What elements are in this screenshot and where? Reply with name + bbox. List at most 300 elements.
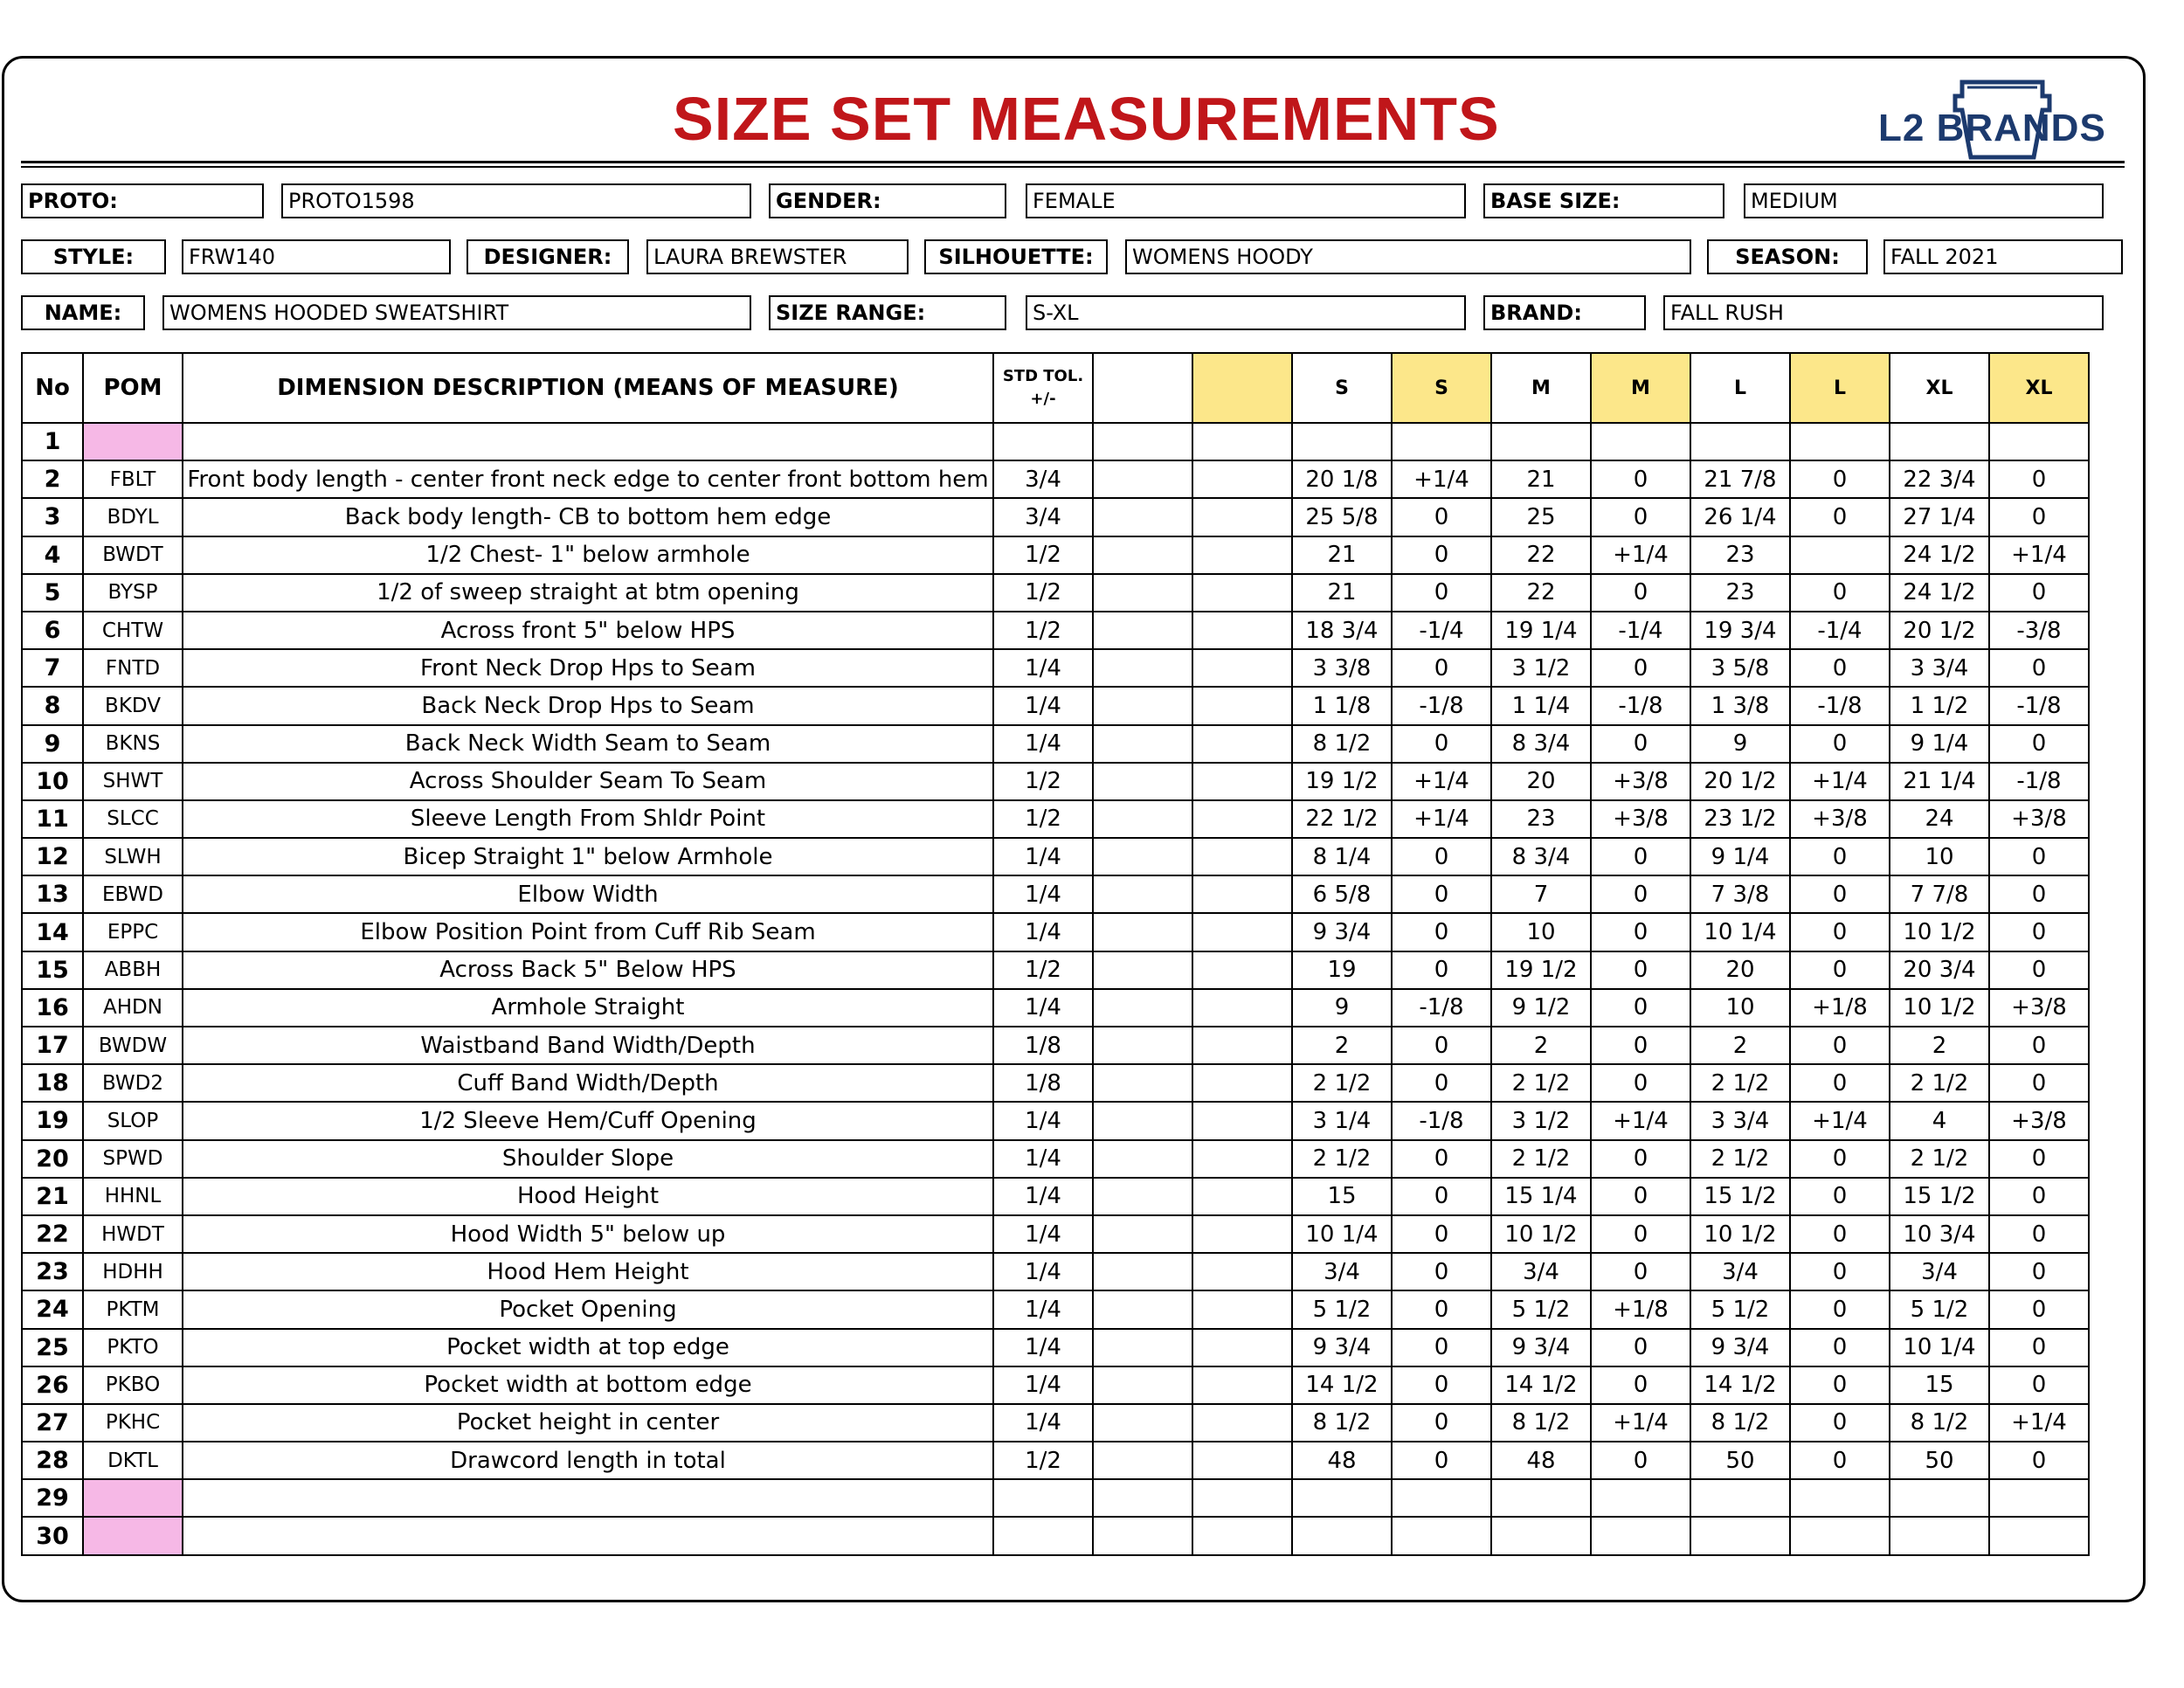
size-s-value[interactable] (1292, 423, 1392, 460)
size-xl-deviation[interactable]: 0 (1989, 951, 2089, 989)
size-l-deviation[interactable]: 0 (1790, 838, 1890, 875)
size-m-value[interactable] (1491, 423, 1591, 460)
size-m-value[interactable]: 48 (1491, 1442, 1591, 1479)
dimension-description[interactable]: Back Neck Width Seam to Seam (183, 725, 993, 763)
blank-cell[interactable] (1093, 838, 1192, 875)
size-m-value[interactable]: 9 1/2 (1491, 989, 1591, 1027)
dimension-description[interactable]: Cuff Band Width/Depth (183, 1064, 993, 1102)
size-m-value[interactable] (1491, 1517, 1591, 1554)
size-l-deviation[interactable]: +3/8 (1790, 800, 1890, 838)
size-s-deviation[interactable]: 0 (1392, 1253, 1491, 1290)
size-m-deviation[interactable]: +1/4 (1591, 1404, 1690, 1442)
base-size-field[interactable]: MEDIUM (1744, 183, 2104, 218)
std-tolerance[interactable]: 1/4 (993, 1140, 1093, 1178)
size-s-value[interactable]: 2 (1292, 1027, 1392, 1064)
size-m-deviation[interactable]: 0 (1591, 1215, 1690, 1253)
std-tolerance[interactable]: 3/4 (993, 460, 1093, 498)
size-m-value[interactable]: 5 1/2 (1491, 1290, 1591, 1328)
size-l-value[interactable]: 26 1/4 (1690, 498, 1790, 536)
blank-cell[interactable] (1192, 574, 1292, 612)
size-s-value[interactable]: 8 1/2 (1292, 725, 1392, 763)
size-s-deviation[interactable]: 0 (1392, 1064, 1491, 1102)
size-s-deviation[interactable]: 0 (1392, 1329, 1491, 1366)
std-tolerance[interactable]: 1/2 (993, 1442, 1093, 1479)
size-l-deviation[interactable]: 0 (1790, 1215, 1890, 1253)
size-xl-deviation[interactable]: 0 (1989, 1140, 2089, 1178)
blank-cell[interactable] (1192, 989, 1292, 1027)
size-l-deviation[interactable]: +1/4 (1790, 763, 1890, 800)
dimension-description[interactable] (183, 1479, 993, 1517)
size-s-value[interactable]: 3/4 (1292, 1253, 1392, 1290)
std-tolerance[interactable]: 1/4 (993, 1102, 1093, 1139)
size-xl-value[interactable]: 15 (1890, 1366, 1989, 1404)
size-l-deviation[interactable]: 0 (1790, 1178, 1890, 1215)
size-s-deviation[interactable]: 0 (1392, 725, 1491, 763)
size-xl-deviation[interactable] (1989, 1479, 2089, 1517)
dimension-description[interactable]: Pocket width at top edge (183, 1329, 993, 1366)
blank-cell[interactable] (1192, 1329, 1292, 1366)
size-xl-deviation[interactable]: +3/8 (1989, 800, 2089, 838)
dimension-description[interactable]: Elbow Position Point from Cuff Rib Seam (183, 913, 993, 951)
dimension-description[interactable]: Elbow Width (183, 875, 993, 913)
size-m-value[interactable]: 9 3/4 (1491, 1329, 1591, 1366)
size-xl-deviation[interactable] (1989, 1517, 2089, 1554)
blank-cell[interactable] (1192, 649, 1292, 687)
season-field[interactable]: FALL 2021 (1883, 239, 2123, 274)
size-m-deviation[interactable]: +3/8 (1591, 763, 1690, 800)
size-l-value[interactable]: 10 (1690, 989, 1790, 1027)
size-l-deviation[interactable]: 0 (1790, 1290, 1890, 1328)
size-l-deviation[interactable]: 0 (1790, 1366, 1890, 1404)
dimension-description[interactable]: Pocket width at bottom edge (183, 1366, 993, 1404)
blank-cell[interactable] (1093, 951, 1192, 989)
blank-cell[interactable] (1192, 800, 1292, 838)
size-l-value[interactable]: 8 1/2 (1690, 1404, 1790, 1442)
size-m-value[interactable]: 10 (1491, 913, 1591, 951)
size-m-value[interactable]: 15 1/4 (1491, 1178, 1591, 1215)
blank-cell[interactable] (1192, 1479, 1292, 1517)
blank-cell[interactable] (1093, 1178, 1192, 1215)
pom-code[interactable]: PKHC (83, 1404, 183, 1442)
blank-cell[interactable] (1093, 875, 1192, 913)
size-l-deviation[interactable]: -1/4 (1790, 612, 1890, 649)
std-tolerance[interactable]: 1/4 (993, 725, 1093, 763)
dimension-description[interactable]: Hood Height (183, 1178, 993, 1215)
size-xl-value[interactable]: 3 3/4 (1890, 649, 1989, 687)
blank-cell[interactable] (1192, 1404, 1292, 1442)
size-m-deviation[interactable]: +3/8 (1591, 800, 1690, 838)
size-s-value[interactable]: 10 1/4 (1292, 1215, 1392, 1253)
size-s-deviation[interactable]: 0 (1392, 649, 1491, 687)
blank-cell[interactable] (1192, 1442, 1292, 1479)
size-m-deviation[interactable]: 0 (1591, 498, 1690, 536)
size-xl-deviation[interactable] (1989, 423, 2089, 460)
blank-cell[interactable] (1093, 1253, 1192, 1290)
dimension-description[interactable]: Drawcord length in total (183, 1442, 993, 1479)
size-s-value[interactable]: 20 1/8 (1292, 460, 1392, 498)
dimension-description[interactable]: Pocket height in center (183, 1404, 993, 1442)
std-tolerance[interactable] (993, 1517, 1093, 1554)
size-s-deviation[interactable]: 0 (1392, 498, 1491, 536)
size-m-deviation[interactable] (1591, 1479, 1690, 1517)
size-xl-value[interactable]: 2 1/2 (1890, 1140, 1989, 1178)
size-m-deviation[interactable]: -1/8 (1591, 687, 1690, 724)
size-s-deviation[interactable]: 0 (1392, 875, 1491, 913)
pom-code[interactable]: BWDT (83, 536, 183, 574)
size-m-deviation[interactable]: 0 (1591, 460, 1690, 498)
dimension-description[interactable]: Back Neck Drop Hps to Seam (183, 687, 993, 724)
size-l-value[interactable]: 9 1/4 (1690, 838, 1790, 875)
blank-cell[interactable] (1192, 460, 1292, 498)
pom-code[interactable]: SLOP (83, 1102, 183, 1139)
size-s-deviation[interactable]: 0 (1392, 838, 1491, 875)
size-xl-value[interactable]: 27 1/4 (1890, 498, 1989, 536)
size-xl-value[interactable]: 1 1/2 (1890, 687, 1989, 724)
size-s-deviation[interactable]: 0 (1392, 1404, 1491, 1442)
size-s-deviation[interactable] (1392, 1479, 1491, 1517)
size-xl-deviation[interactable]: 0 (1989, 1290, 2089, 1328)
size-s-value[interactable]: 21 (1292, 574, 1392, 612)
blank-cell[interactable] (1093, 725, 1192, 763)
blank-cell[interactable] (1093, 1442, 1192, 1479)
blank-cell[interactable] (1093, 574, 1192, 612)
size-m-value[interactable]: 3/4 (1491, 1253, 1591, 1290)
std-tolerance[interactable]: 1/2 (993, 574, 1093, 612)
blank-cell[interactable] (1093, 1517, 1192, 1554)
size-xl-deviation[interactable]: 0 (1989, 725, 2089, 763)
blank-cell[interactable] (1093, 1404, 1192, 1442)
blank-cell[interactable] (1192, 1215, 1292, 1253)
blank-cell[interactable] (1192, 763, 1292, 800)
blank-cell[interactable] (1093, 1290, 1192, 1328)
dimension-description[interactable]: Bicep Straight 1" below Armhole (183, 838, 993, 875)
dimension-description[interactable]: Across Back 5" Below HPS (183, 951, 993, 989)
blank-cell[interactable] (1093, 913, 1192, 951)
size-l-value[interactable]: 9 (1690, 725, 1790, 763)
std-tolerance[interactable]: 1/8 (993, 1064, 1093, 1102)
pom-code[interactable]: BYSP (83, 574, 183, 612)
size-s-value[interactable]: 2 1/2 (1292, 1064, 1392, 1102)
std-tolerance[interactable]: 1/4 (993, 989, 1093, 1027)
size-xl-value[interactable]: 24 (1890, 800, 1989, 838)
pom-code[interactable]: DKTL (83, 1442, 183, 1479)
size-m-deviation[interactable]: 0 (1591, 1027, 1690, 1064)
blank-cell[interactable] (1192, 536, 1292, 574)
blank-cell[interactable] (1192, 1064, 1292, 1102)
size-m-deviation[interactable]: 0 (1591, 1366, 1690, 1404)
size-xl-value[interactable]: 3/4 (1890, 1253, 1989, 1290)
size-l-deviation[interactable]: 0 (1790, 1140, 1890, 1178)
blank-cell[interactable] (1093, 763, 1192, 800)
blank-cell[interactable] (1093, 1366, 1192, 1404)
size-s-deviation[interactable]: -1/4 (1392, 612, 1491, 649)
pom-code[interactable]: BDYL (83, 498, 183, 536)
size-m-deviation[interactable] (1591, 1517, 1690, 1554)
pom-code[interactable]: ABBH (83, 951, 183, 989)
size-s-deviation[interactable]: 0 (1392, 1140, 1491, 1178)
pom-code[interactable]: AHDN (83, 989, 183, 1027)
size-m-deviation[interactable]: 0 (1591, 1253, 1690, 1290)
std-tolerance[interactable]: 1/2 (993, 951, 1093, 989)
pom-code[interactable]: BWD2 (83, 1064, 183, 1102)
size-l-deviation[interactable]: 0 (1790, 725, 1890, 763)
pom-code[interactable]: HHNL (83, 1178, 183, 1215)
size-l-value[interactable]: 23 (1690, 536, 1790, 574)
size-l-value[interactable]: 15 1/2 (1690, 1178, 1790, 1215)
blank-cell[interactable] (1192, 913, 1292, 951)
size-l-value[interactable]: 3 5/8 (1690, 649, 1790, 687)
size-xl-deviation[interactable]: 0 (1989, 1027, 2089, 1064)
name-field[interactable]: WOMENS HOODED SWEATSHIRT (162, 295, 751, 330)
size-s-value[interactable]: 8 1/2 (1292, 1404, 1392, 1442)
size-l-value[interactable]: 19 3/4 (1690, 612, 1790, 649)
std-tolerance[interactable]: 1/2 (993, 612, 1093, 649)
size-l-value[interactable]: 1 3/8 (1690, 687, 1790, 724)
size-l-deviation[interactable]: -1/8 (1790, 687, 1890, 724)
size-s-value[interactable]: 14 1/2 (1292, 1366, 1392, 1404)
size-xl-value[interactable] (1890, 423, 1989, 460)
size-l-value[interactable]: 3 3/4 (1690, 1102, 1790, 1139)
size-xl-value[interactable]: 2 1/2 (1890, 1064, 1989, 1102)
size-m-value[interactable]: 19 1/2 (1491, 951, 1591, 989)
pom-code[interactable] (83, 423, 183, 460)
size-m-value[interactable]: 20 (1491, 763, 1591, 800)
size-xl-value[interactable]: 10 1/2 (1890, 913, 1989, 951)
size-m-value[interactable]: 8 1/2 (1491, 1404, 1591, 1442)
dimension-description[interactable]: Back body length- CB to bottom hem edge (183, 498, 993, 536)
std-tolerance[interactable]: 1/4 (993, 1215, 1093, 1253)
size-xl-value[interactable]: 10 1/2 (1890, 989, 1989, 1027)
size-s-value[interactable]: 19 (1292, 951, 1392, 989)
size-m-deviation[interactable]: 0 (1591, 1178, 1690, 1215)
size-m-deviation[interactable]: +1/4 (1591, 1102, 1690, 1139)
size-m-deviation[interactable]: 0 (1591, 838, 1690, 875)
proto-field[interactable]: PROTO1598 (281, 183, 751, 218)
size-l-value[interactable]: 23 1/2 (1690, 800, 1790, 838)
size-xl-deviation[interactable]: 0 (1989, 498, 2089, 536)
size-m-value[interactable]: 7 (1491, 875, 1591, 913)
size-xl-value[interactable]: 50 (1890, 1442, 1989, 1479)
size-m-deviation[interactable]: 0 (1591, 649, 1690, 687)
size-m-deviation[interactable]: -1/4 (1591, 612, 1690, 649)
size-s-value[interactable]: 22 1/2 (1292, 800, 1392, 838)
std-tolerance[interactable]: 1/4 (993, 1404, 1093, 1442)
size-xl-value[interactable]: 24 1/2 (1890, 536, 1989, 574)
gender-field[interactable]: FEMALE (1026, 183, 1466, 218)
size-m-value[interactable]: 23 (1491, 800, 1591, 838)
size-s-value[interactable]: 5 1/2 (1292, 1290, 1392, 1328)
std-tolerance[interactable]: 1/2 (993, 763, 1093, 800)
size-l-value[interactable] (1690, 1479, 1790, 1517)
size-l-deviation[interactable]: +1/4 (1790, 1102, 1890, 1139)
size-l-value[interactable]: 23 (1690, 574, 1790, 612)
size-l-deviation[interactable] (1790, 1517, 1890, 1554)
size-l-deviation[interactable]: 0 (1790, 574, 1890, 612)
size-m-value[interactable]: 2 1/2 (1491, 1064, 1591, 1102)
size-s-deviation[interactable] (1392, 1517, 1491, 1554)
size-xl-deviation[interactable]: -3/8 (1989, 612, 2089, 649)
size-l-value[interactable]: 9 3/4 (1690, 1329, 1790, 1366)
std-tolerance[interactable]: 1/4 (993, 1329, 1093, 1366)
std-tolerance[interactable]: 1/4 (993, 875, 1093, 913)
size-m-deviation[interactable]: 0 (1591, 1442, 1690, 1479)
size-s-value[interactable]: 3 1/4 (1292, 1102, 1392, 1139)
size-xl-value[interactable]: 20 1/2 (1890, 612, 1989, 649)
blank-cell[interactable] (1093, 649, 1192, 687)
pom-code[interactable]: CHTW (83, 612, 183, 649)
pom-code[interactable]: PKTO (83, 1329, 183, 1366)
size-m-deviation[interactable]: 0 (1591, 725, 1690, 763)
size-xl-deviation[interactable]: 0 (1989, 1178, 2089, 1215)
size-xl-value[interactable] (1890, 1517, 1989, 1554)
dimension-description[interactable]: Sleeve Length From Shldr Point (183, 800, 993, 838)
size-m-value[interactable]: 25 (1491, 498, 1591, 536)
size-m-deviation[interactable]: 0 (1591, 913, 1690, 951)
blank-cell[interactable] (1192, 1140, 1292, 1178)
pom-code[interactable]: EPPC (83, 913, 183, 951)
size-m-deviation[interactable] (1591, 423, 1690, 460)
size-s-deviation[interactable]: 0 (1392, 1290, 1491, 1328)
blank-cell[interactable] (1093, 1215, 1192, 1253)
pom-code[interactable]: SLWH (83, 838, 183, 875)
size-s-deviation[interactable]: -1/8 (1392, 687, 1491, 724)
size-s-value[interactable]: 6 5/8 (1292, 875, 1392, 913)
size-xl-value[interactable]: 22 3/4 (1890, 460, 1989, 498)
size-s-deviation[interactable]: 0 (1392, 1366, 1491, 1404)
size-l-deviation[interactable]: 0 (1790, 913, 1890, 951)
size-m-value[interactable]: 22 (1491, 574, 1591, 612)
blank-cell[interactable] (1093, 1102, 1192, 1139)
size-xl-deviation[interactable]: +3/8 (1989, 1102, 2089, 1139)
std-tolerance[interactable]: 1/4 (993, 1178, 1093, 1215)
size-l-deviation[interactable]: 0 (1790, 460, 1890, 498)
size-s-deviation[interactable]: +1/4 (1392, 460, 1491, 498)
dimension-description[interactable]: Across front 5" below HPS (183, 612, 993, 649)
pom-code[interactable]: BWDW (83, 1027, 183, 1064)
size-xl-value[interactable]: 2 (1890, 1027, 1989, 1064)
size-m-deviation[interactable]: +1/4 (1591, 536, 1690, 574)
size-xl-deviation[interactable]: 0 (1989, 1064, 2089, 1102)
size-xl-value[interactable]: 4 (1890, 1102, 1989, 1139)
dimension-description[interactable] (183, 423, 993, 460)
size-m-value[interactable]: 3 1/2 (1491, 649, 1591, 687)
size-s-deviation[interactable] (1392, 423, 1491, 460)
size-m-deviation[interactable]: 0 (1591, 989, 1690, 1027)
size-xl-deviation[interactable]: 0 (1989, 913, 2089, 951)
size-s-value[interactable]: 25 5/8 (1292, 498, 1392, 536)
size-m-value[interactable]: 2 1/2 (1491, 1140, 1591, 1178)
blank-cell[interactable] (1192, 1253, 1292, 1290)
blank-cell[interactable] (1093, 423, 1192, 460)
dimension-description[interactable]: Hood Width 5" below up (183, 1215, 993, 1253)
blank-cell[interactable] (1192, 612, 1292, 649)
pom-code[interactable] (83, 1517, 183, 1554)
size-m-deviation[interactable]: 0 (1591, 574, 1690, 612)
size-l-value[interactable]: 50 (1690, 1442, 1790, 1479)
pom-code[interactable]: SLCC (83, 800, 183, 838)
size-l-deviation[interactable]: 0 (1790, 498, 1890, 536)
size-s-value[interactable]: 15 (1292, 1178, 1392, 1215)
std-tolerance[interactable]: 1/2 (993, 536, 1093, 574)
size-l-deviation[interactable] (1790, 423, 1890, 460)
blank-cell[interactable] (1093, 1027, 1192, 1064)
dimension-description[interactable]: Shoulder Slope (183, 1140, 993, 1178)
dimension-description[interactable]: Front Neck Drop Hps to Seam (183, 649, 993, 687)
blank-cell[interactable] (1093, 1479, 1192, 1517)
size-s-value[interactable]: 9 3/4 (1292, 913, 1392, 951)
size-m-value[interactable]: 10 1/2 (1491, 1215, 1591, 1253)
size-l-deviation[interactable]: 0 (1790, 649, 1890, 687)
size-s-deviation[interactable]: 0 (1392, 1215, 1491, 1253)
pom-code[interactable]: PKBO (83, 1366, 183, 1404)
pom-code[interactable]: BKDV (83, 687, 183, 724)
size-xl-value[interactable]: 15 1/2 (1890, 1178, 1989, 1215)
pom-code[interactable]: HDHH (83, 1253, 183, 1290)
blank-cell[interactable] (1192, 687, 1292, 724)
blank-cell[interactable] (1093, 800, 1192, 838)
std-tolerance[interactable]: 1/2 (993, 800, 1093, 838)
dimension-description[interactable]: Hood Hem Height (183, 1253, 993, 1290)
size-s-value[interactable]: 1 1/8 (1292, 687, 1392, 724)
size-m-deviation[interactable]: 0 (1591, 875, 1690, 913)
size-xl-deviation[interactable]: 0 (1989, 1215, 2089, 1253)
blank-cell[interactable] (1192, 875, 1292, 913)
std-tolerance[interactable]: 1/4 (993, 913, 1093, 951)
size-l-deviation[interactable]: 0 (1790, 1253, 1890, 1290)
blank-cell[interactable] (1093, 687, 1192, 724)
size-m-value[interactable]: 22 (1491, 536, 1591, 574)
size-s-deviation[interactable]: 0 (1392, 913, 1491, 951)
size-xl-deviation[interactable]: -1/8 (1989, 763, 2089, 800)
size-range-field[interactable]: S-XL (1026, 295, 1466, 330)
pom-code[interactable]: FNTD (83, 649, 183, 687)
pom-code[interactable]: PKTM (83, 1290, 183, 1328)
std-tolerance[interactable]: 1/4 (993, 1366, 1093, 1404)
size-s-value[interactable]: 48 (1292, 1442, 1392, 1479)
size-l-value[interactable]: 14 1/2 (1690, 1366, 1790, 1404)
size-xl-deviation[interactable]: 0 (1989, 1253, 2089, 1290)
dimension-description[interactable]: Front body length - center front neck edge to center front bottom hem (183, 460, 993, 498)
size-s-deviation[interactable]: +1/4 (1392, 800, 1491, 838)
size-l-value[interactable]: 2 (1690, 1027, 1790, 1064)
size-xl-value[interactable]: 5 1/2 (1890, 1290, 1989, 1328)
size-l-deviation[interactable] (1790, 536, 1890, 574)
size-xl-deviation[interactable]: 0 (1989, 1366, 2089, 1404)
size-xl-deviation[interactable]: 0 (1989, 875, 2089, 913)
size-l-value[interactable]: 2 1/2 (1690, 1064, 1790, 1102)
size-s-deviation[interactable]: 0 (1392, 951, 1491, 989)
brand-field[interactable]: FALL RUSH (1663, 295, 2104, 330)
size-xl-value[interactable]: 24 1/2 (1890, 574, 1989, 612)
dimension-description[interactable]: Pocket Opening (183, 1290, 993, 1328)
blank-cell[interactable] (1192, 423, 1292, 460)
size-xl-deviation[interactable]: 0 (1989, 1329, 2089, 1366)
size-xl-deviation[interactable]: -1/8 (1989, 687, 2089, 724)
size-l-value[interactable]: 20 1/2 (1690, 763, 1790, 800)
std-tolerance[interactable]: 1/4 (993, 1253, 1093, 1290)
size-m-value[interactable]: 2 (1491, 1027, 1591, 1064)
pom-code[interactable]: SPWD (83, 1140, 183, 1178)
dimension-description[interactable]: 1/2 Sleeve Hem/Cuff Opening (183, 1102, 993, 1139)
size-s-deviation[interactable]: -1/8 (1392, 989, 1491, 1027)
std-tolerance[interactable] (993, 423, 1093, 460)
blank-cell[interactable] (1093, 1329, 1192, 1366)
size-s-value[interactable] (1292, 1479, 1392, 1517)
size-m-deviation[interactable]: 0 (1591, 1064, 1690, 1102)
std-tolerance[interactable]: 1/4 (993, 838, 1093, 875)
size-l-deviation[interactable]: 0 (1790, 875, 1890, 913)
size-l-value[interactable]: 7 3/8 (1690, 875, 1790, 913)
